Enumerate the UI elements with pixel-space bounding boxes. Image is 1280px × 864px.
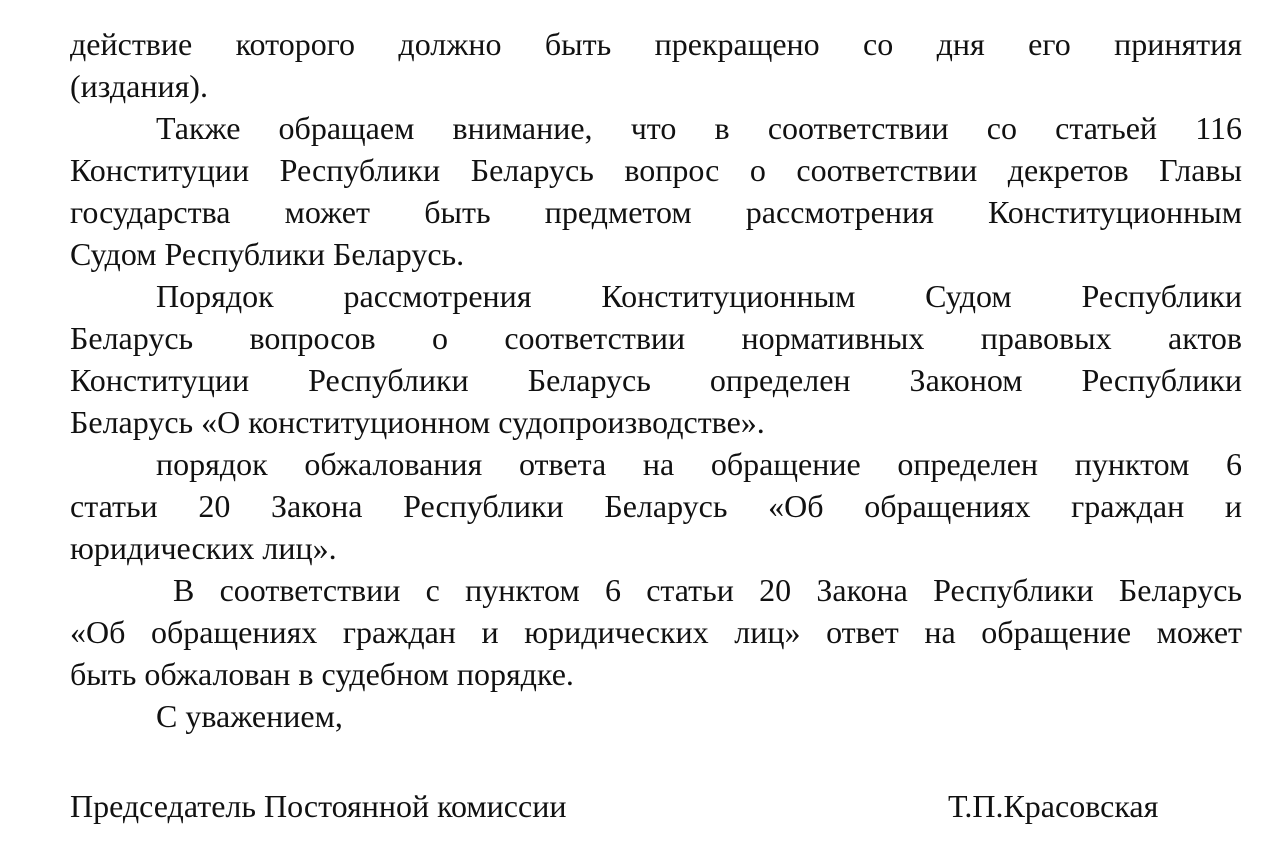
text-line: юридических лиц». [70, 530, 337, 566]
text-line: государства может быть предметом рассмотрения Конституционным [70, 194, 1242, 230]
text-line: Судом Республики Беларусь. [70, 236, 465, 272]
text-line: Беларусь вопросов о соответствии нормативных правовых актов [70, 320, 1242, 356]
text-line: Конституции Республики Беларусь определен Законом Республики [70, 362, 1242, 398]
text-line: Беларусь «О конституционном судопроизводстве». [70, 404, 765, 440]
letter-body [70, 23, 1242, 737]
signatory-name: Т.П.Красовская [948, 788, 1159, 824]
text-line: В соответствии с пунктом 6 статьи 20 Закона Республики Беларусь [173, 572, 1242, 608]
text-line: Порядок рассмотрения Конституционным Судом Республики [156, 278, 1242, 314]
text-line: Конституции Республики Беларусь вопрос о соответствии декретов Главы [70, 152, 1242, 188]
text-line: статьи 20 Закона Республики Беларусь «Об обращениях граждан и [70, 488, 1242, 524]
signatory-position: Председатель Постоянной комиссии [70, 788, 567, 824]
closing-salutation: С уважением, [156, 698, 343, 734]
paragraph-court-appeal [70, 569, 1242, 695]
text-line: быть обжалован в судебном порядке. [70, 656, 574, 692]
paragraph-constitution-article [70, 107, 1242, 275]
text-line: «Об обращениях граждан и юридических лиц» ответ на обращение может [70, 614, 1242, 650]
paragraph-constitutional-procedure [70, 275, 1242, 443]
paragraph-appeal-procedure [70, 443, 1242, 569]
text-line: порядок обжалования ответа на обращение определен пунктом 6 [156, 446, 1242, 482]
paragraph-continuation [70, 23, 1242, 107]
text-line: Также обращаем внимание, что в соответствии со статьей 116 [156, 110, 1242, 146]
text-line: действие которого должно быть прекращено со дня его принятия [70, 26, 1242, 62]
text-line: (издания). [70, 68, 208, 104]
